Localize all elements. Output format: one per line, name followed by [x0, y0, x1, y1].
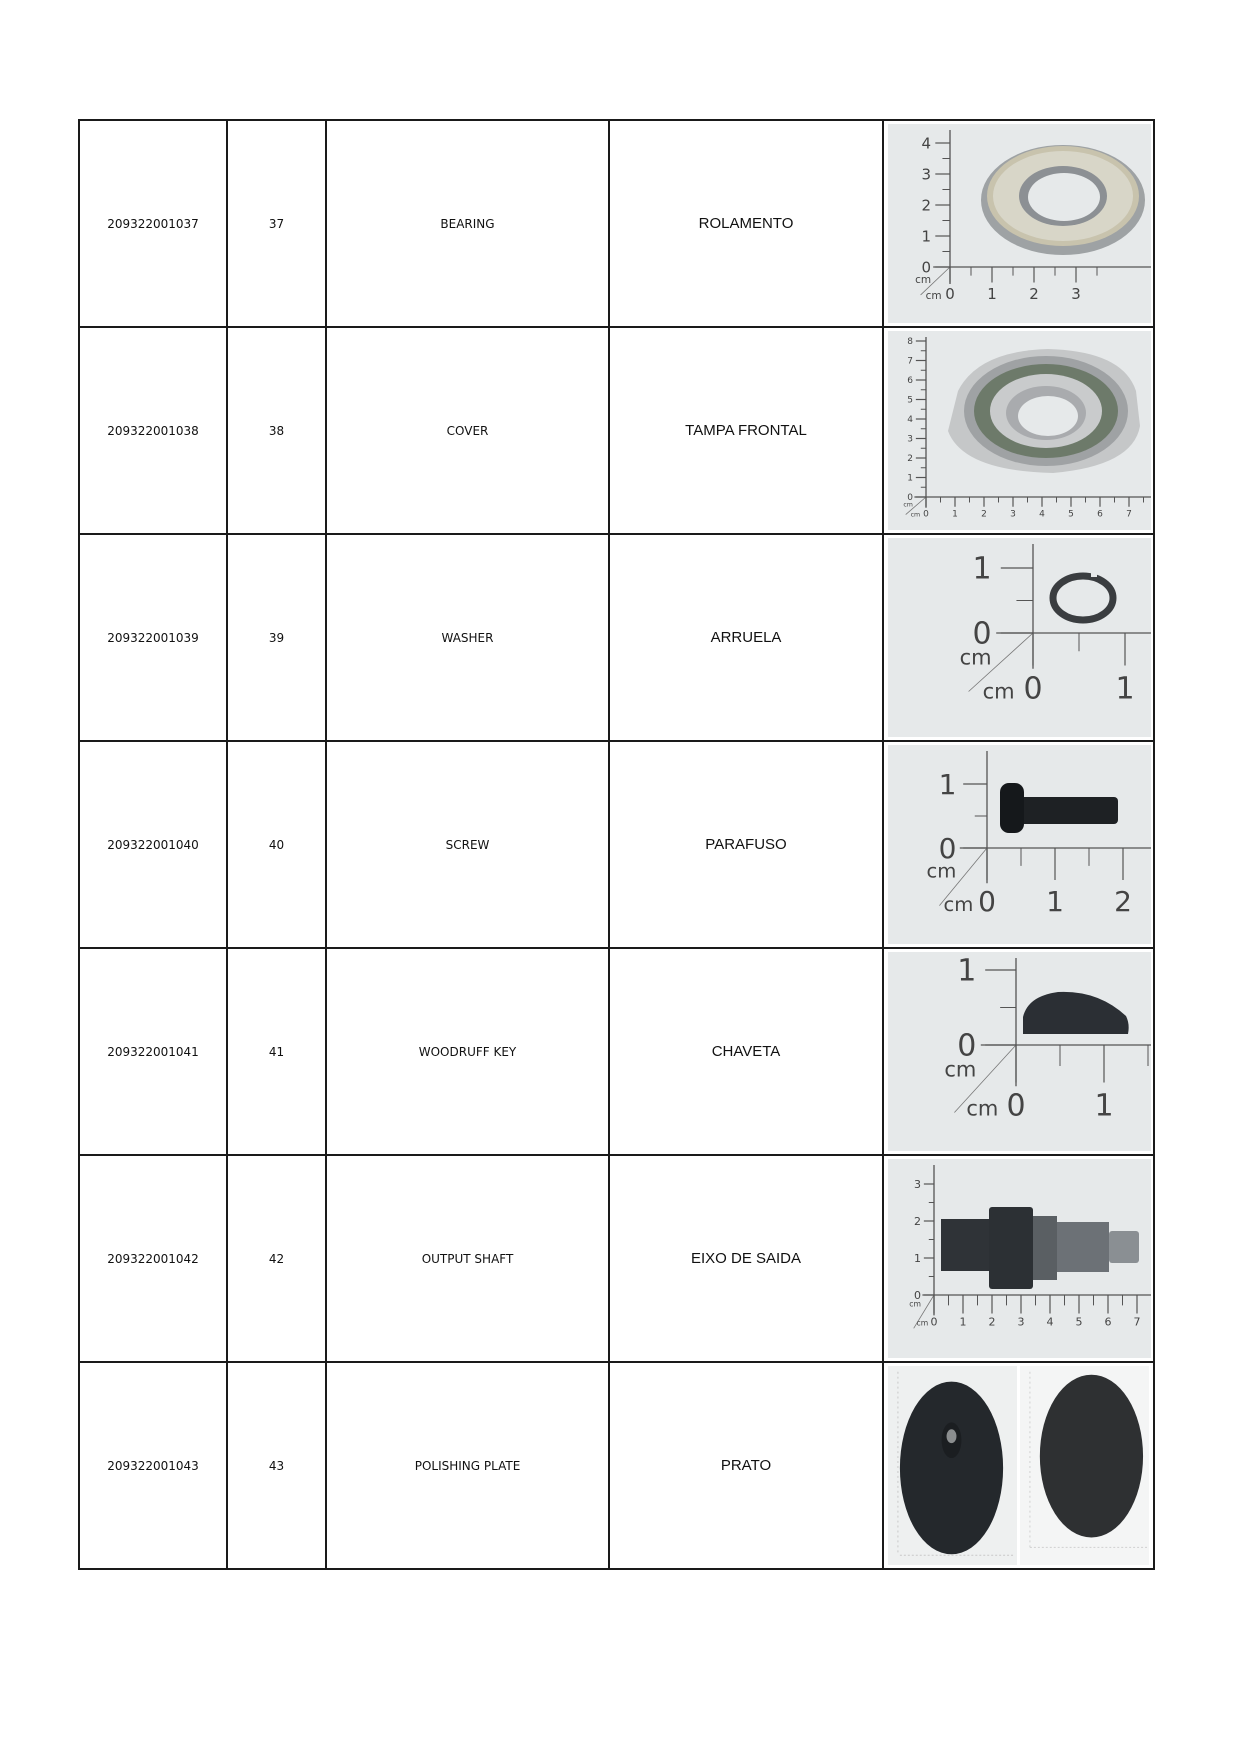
bearing-photo [888, 124, 1151, 323]
svg-text:1: 1 [957, 953, 977, 989]
part-code: 209322001040 [79, 741, 227, 948]
output-shaft-photo [888, 1159, 1151, 1358]
position-number: 37 [227, 120, 326, 327]
svg-text:7: 7 [907, 356, 913, 367]
svg-text:0: 0 [930, 1315, 938, 1329]
bearing-icon [888, 124, 1151, 323]
svg-text:1: 1 [1094, 1088, 1114, 1124]
svg-text:1: 1 [921, 227, 932, 246]
svg-text:2: 2 [981, 509, 987, 520]
part-photo-cell [883, 1155, 1154, 1362]
table-row [79, 1362, 1154, 1569]
svg-text:5: 5 [1068, 509, 1074, 520]
output-shaft-icon [888, 1159, 1151, 1358]
svg-text:3: 3 [913, 1177, 921, 1191]
svg-text:1: 1 [959, 1315, 967, 1329]
svg-text:cm: cm [915, 273, 932, 286]
svg-text:2: 2 [988, 1315, 996, 1329]
svg-text:0: 0 [921, 258, 932, 277]
part-photo-cell [883, 327, 1154, 534]
svg-text:0: 0 [923, 509, 929, 520]
table-row [79, 948, 1154, 1155]
polishing-plate-front-icon [888, 1366, 1017, 1565]
svg-text:cm: cm [966, 1096, 999, 1121]
svg-text:2: 2 [1029, 285, 1039, 303]
part-photo-cell [883, 741, 1154, 948]
svg-text:1: 1 [913, 1251, 921, 1265]
part-code: 209322001038 [79, 327, 227, 534]
svg-text:1: 1 [1046, 884, 1064, 918]
svg-text:0: 0 [945, 285, 955, 303]
svg-text:cm: cm [959, 645, 992, 670]
svg-text:3: 3 [921, 165, 932, 184]
svg-text:6: 6 [1097, 509, 1103, 520]
part-name-pt: TAMPA FRONTAL [609, 327, 883, 534]
part-name-pt: ROLAMENTO [609, 120, 883, 327]
part-name-en: WOODRUFF KEY [326, 948, 609, 1155]
svg-text:3: 3 [907, 434, 913, 445]
table-row [79, 327, 1154, 534]
screw-icon [888, 745, 1151, 944]
svg-text:cm: cm [916, 1318, 929, 1328]
cover-icon [888, 331, 1151, 530]
washer-photo [888, 538, 1151, 737]
svg-text:0: 0 [972, 616, 992, 652]
table-row [79, 741, 1154, 948]
part-photo-cell [883, 948, 1154, 1155]
svg-text:3: 3 [1010, 509, 1016, 520]
position-number: 43 [227, 1362, 326, 1569]
part-name-pt: ARRUELA [609, 534, 883, 741]
part-name-en: POLISHING PLATE [326, 1362, 609, 1569]
part-name-pt: CHAVETA [609, 948, 883, 1155]
svg-text:0: 0 [1006, 1088, 1026, 1124]
svg-text:8: 8 [907, 337, 913, 348]
part-name-pt: PRATO [609, 1362, 883, 1569]
part-code: 209322001041 [79, 948, 227, 1155]
svg-text:1: 1 [938, 767, 957, 801]
svg-text:cm: cm [925, 290, 942, 302]
svg-text:cm: cm [944, 1057, 977, 1082]
svg-text:5: 5 [1075, 1315, 1083, 1329]
svg-text:cm: cm [909, 1299, 921, 1309]
part-photo-cell [883, 1362, 1154, 1569]
svg-text:3: 3 [1017, 1315, 1025, 1329]
screw-photo [888, 745, 1151, 944]
svg-text:cm: cm [982, 679, 1015, 704]
svg-text:4: 4 [907, 415, 913, 426]
table-row [79, 534, 1154, 741]
part-photo-cell [883, 534, 1154, 741]
svg-text:cm: cm [903, 501, 913, 509]
svg-text:4: 4 [1046, 1315, 1054, 1329]
woodruff-key-icon [888, 952, 1151, 1151]
svg-text:2: 2 [1114, 884, 1132, 918]
part-name-en: BEARING [326, 120, 609, 327]
svg-text:2: 2 [907, 454, 913, 465]
position-number: 38 [227, 327, 326, 534]
table-row [79, 120, 1154, 327]
svg-text:7: 7 [1133, 1315, 1141, 1329]
svg-text:0: 0 [957, 1028, 977, 1064]
svg-text:1: 1 [987, 285, 997, 303]
svg-text:1: 1 [1115, 671, 1135, 707]
position-number: 39 [227, 534, 326, 741]
washer-icon [888, 538, 1151, 737]
svg-text:0: 0 [978, 884, 996, 918]
svg-text:cm: cm [926, 859, 957, 883]
part-photo-cell [883, 120, 1154, 327]
part-code: 209322001039 [79, 534, 227, 741]
polishing-plate-photo [888, 1366, 1149, 1565]
position-number: 42 [227, 1155, 326, 1362]
svg-text:cm: cm [910, 511, 921, 519]
position-number: 40 [227, 741, 326, 948]
svg-text:4: 4 [921, 134, 932, 153]
svg-text:0: 0 [907, 493, 913, 504]
polishing-plate-back-icon [1020, 1366, 1149, 1565]
table-row [79, 1155, 1154, 1362]
part-code: 209322001042 [79, 1155, 227, 1362]
svg-text:1: 1 [952, 509, 958, 520]
svg-text:0: 0 [1023, 671, 1043, 707]
part-code: 209322001043 [79, 1362, 227, 1569]
woodruff-key-photo [888, 952, 1151, 1151]
svg-text:5: 5 [907, 395, 913, 406]
svg-text:0: 0 [913, 1288, 921, 1302]
part-code: 209322001037 [79, 120, 227, 327]
part-name-en: WASHER [326, 534, 609, 741]
svg-text:6: 6 [1104, 1315, 1112, 1329]
svg-text:1: 1 [907, 473, 913, 484]
svg-text:2: 2 [921, 196, 932, 215]
part-name-en: OUTPUT SHAFT [326, 1155, 609, 1362]
svg-text:cm: cm [943, 892, 974, 916]
svg-text:6: 6 [907, 376, 913, 387]
cover-photo [888, 331, 1151, 530]
svg-text:1: 1 [972, 551, 992, 587]
svg-text:2: 2 [913, 1214, 921, 1228]
svg-text:3: 3 [1071, 285, 1081, 303]
svg-text:7: 7 [1126, 509, 1132, 520]
part-name-en: SCREW [326, 741, 609, 948]
parts-table [78, 119, 1155, 1570]
svg-text:4: 4 [1039, 509, 1045, 520]
position-number: 41 [227, 948, 326, 1155]
part-name-pt: EIXO DE SAIDA [609, 1155, 883, 1362]
svg-text:0: 0 [938, 831, 957, 865]
part-name-en: COVER [326, 327, 609, 534]
part-name-pt: PARAFUSO [609, 741, 883, 948]
